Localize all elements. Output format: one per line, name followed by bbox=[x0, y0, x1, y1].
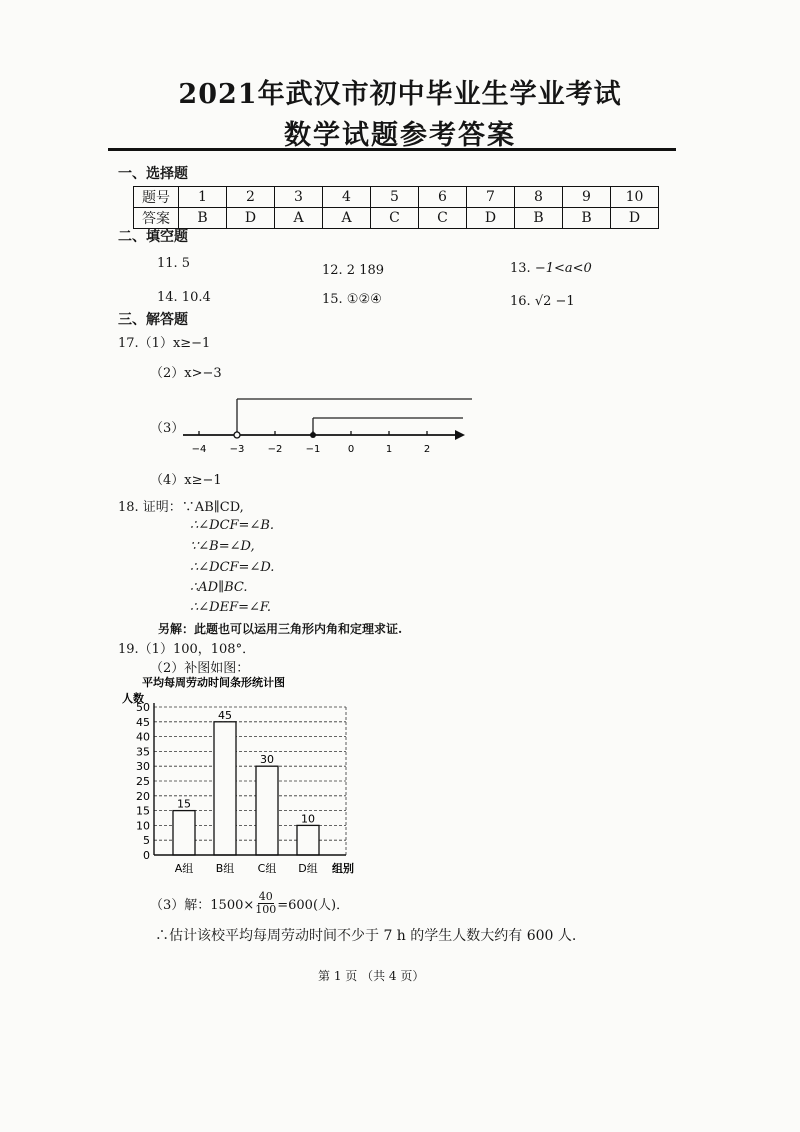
chart-category-label: B组 bbox=[215, 862, 235, 875]
number-line-label: −3 bbox=[229, 444, 245, 455]
q18-alt-solution: 另解：此题也可以运用三角形内角和定理求证. bbox=[158, 622, 403, 636]
table-cell: 8 bbox=[515, 187, 563, 208]
q18-line-1: 18. 证明：∵AB∥CD, bbox=[118, 500, 244, 515]
chart-y-tick-label: 15 bbox=[136, 804, 150, 818]
q17-part2: （2）x>−3 bbox=[150, 366, 222, 381]
chart-category-label: D组 bbox=[298, 862, 318, 875]
table-cell: D bbox=[611, 208, 659, 229]
chart-bar bbox=[256, 766, 278, 855]
table-row-answers bbox=[134, 208, 659, 229]
fill-number-16: 16. bbox=[510, 294, 531, 309]
q19-fraction-numerator: 40 bbox=[258, 890, 273, 903]
table-cell: D bbox=[467, 208, 515, 229]
table-cell: 1 bbox=[179, 187, 227, 208]
section-fill-heading: 二、填空题 bbox=[118, 229, 188, 245]
number-line-diagram bbox=[175, 392, 475, 462]
chart-category-label: C组 bbox=[257, 862, 277, 875]
q17-part4: （4）x≥−1 bbox=[150, 473, 222, 488]
table-cell: 5 bbox=[371, 187, 419, 208]
q17-part3-label: （3） bbox=[150, 421, 185, 436]
chart-bars bbox=[173, 709, 319, 855]
chart-bar bbox=[173, 811, 195, 855]
q18-line-2: ∴∠DCF=∠B. bbox=[190, 518, 275, 533]
q18-line-5: ∴AD∥BC. bbox=[190, 580, 248, 595]
chart-y-tick-label: 0 bbox=[143, 849, 150, 862]
page-footer: 第 1 页 （共 4 页） bbox=[318, 969, 425, 983]
table-cell: A bbox=[275, 208, 323, 229]
chart-bar bbox=[297, 825, 319, 855]
table-cell: 6 bbox=[419, 187, 467, 208]
q18-line-3: ∵∠B=∠D, bbox=[190, 539, 255, 554]
table-cell: 7 bbox=[467, 187, 515, 208]
fill-answer-15: 15. ①②④ bbox=[322, 292, 382, 307]
q19-part3 bbox=[150, 891, 349, 916]
number-line-label: −4 bbox=[191, 444, 207, 455]
chart-y-tick-label: 30 bbox=[136, 760, 150, 774]
solid-point-minus1 bbox=[310, 432, 316, 438]
chart-bar bbox=[214, 722, 236, 855]
fill-number-13: 13. bbox=[510, 261, 531, 276]
chart-x-labels bbox=[175, 862, 318, 875]
chart-title: 平均每周劳动时间条形统计图 bbox=[142, 676, 285, 689]
title-rule bbox=[108, 148, 676, 151]
table-header-cell: 答案 bbox=[134, 208, 179, 229]
chart-x-axis-label: 组别 bbox=[332, 862, 354, 875]
table-cell: 2 bbox=[227, 187, 275, 208]
chart-bar-value-label: 45 bbox=[218, 708, 232, 722]
table-cell: B bbox=[515, 208, 563, 229]
table-cell: A bbox=[323, 208, 371, 229]
section-choice-heading: 一、选择题 bbox=[118, 166, 188, 182]
table-cell: B bbox=[563, 208, 611, 229]
fill-answer-11: 11. 5 bbox=[157, 256, 191, 271]
fill-answer-16-value: √2 −1 bbox=[534, 294, 575, 309]
q19-part1: 19.（1）100，108°． bbox=[118, 642, 256, 657]
table-cell: 9 bbox=[563, 187, 611, 208]
q19-conclusion: ∴估计该校平均每周劳动时间不少于 7 h 的学生人数大约有 600 人. bbox=[155, 928, 577, 944]
chart-y-tick-label: 50 bbox=[136, 701, 150, 714]
table-cell: C bbox=[419, 208, 467, 229]
table-cell: 3 bbox=[275, 187, 323, 208]
q17-part1: 17.（1）x≥−1 bbox=[118, 336, 211, 351]
page-title-line2: 数学试题参考答案 bbox=[284, 120, 516, 151]
chart-y-tick-label: 45 bbox=[136, 715, 150, 729]
chart-y-axis-label: 人数 bbox=[122, 692, 144, 705]
table-cell: C bbox=[371, 208, 419, 229]
chart-y-tick-label: 10 bbox=[136, 819, 150, 833]
number-line-label: 2 bbox=[423, 444, 431, 455]
chart-category-label: A组 bbox=[174, 862, 194, 875]
chart-y-tick-label: 5 bbox=[143, 834, 150, 848]
table-cell: B bbox=[179, 208, 227, 229]
q19-fraction-denominator: 100 bbox=[255, 903, 277, 916]
number-line-label: −1 bbox=[305, 444, 321, 455]
chart-y-tick-label: 25 bbox=[136, 775, 150, 788]
fill-answer-16 bbox=[510, 294, 575, 309]
fill-answer-12: 12. 2 189 bbox=[322, 263, 385, 278]
page-title-line1: 2021年武汉市初中毕业生学业考试 bbox=[178, 79, 622, 110]
q19-part3-prefix: （3）解：1500× bbox=[150, 898, 255, 913]
chart-bar-value-label: 10 bbox=[301, 812, 315, 826]
table-cell: 4 bbox=[323, 187, 371, 208]
q18-line-6: ∴∠DEF=∠F. bbox=[190, 600, 272, 615]
q19-part3-suffix: =600(人)． bbox=[277, 898, 350, 913]
open-point-minus3 bbox=[234, 432, 240, 438]
bar-chart bbox=[118, 673, 368, 880]
chart-y-tick-label: 35 bbox=[136, 745, 150, 759]
q18-line-4: ∴∠DCF=∠D. bbox=[190, 560, 275, 575]
fill-answer-14: 14. 10.4 bbox=[157, 290, 211, 305]
number-line-label: 1 bbox=[385, 444, 393, 455]
chart-bar-value-label: 30 bbox=[260, 753, 274, 767]
section-solve-heading: 三、解答题 bbox=[118, 312, 188, 328]
fill-answer-13 bbox=[510, 261, 592, 276]
number-line-label: −2 bbox=[267, 444, 283, 455]
table-cell: D bbox=[227, 208, 275, 229]
q19-fraction bbox=[255, 891, 276, 916]
chart-y-tick-label: 40 bbox=[136, 730, 150, 744]
number-line-arrow bbox=[455, 430, 465, 440]
table-cell: 10 bbox=[611, 187, 659, 208]
choice-answer-table bbox=[133, 186, 659, 229]
fill-answer-13-value: −1<a<0 bbox=[534, 261, 592, 276]
table-row-numbers bbox=[134, 187, 659, 208]
chart-y-ticks bbox=[136, 701, 150, 862]
chart-y-tick-label: 20 bbox=[136, 789, 150, 803]
q19-part2: （2）补图如图： bbox=[150, 661, 250, 676]
number-line-label: 0 bbox=[347, 444, 355, 455]
chart-bar-value-label: 15 bbox=[177, 797, 191, 811]
table-header-cell: 题号 bbox=[134, 187, 179, 208]
